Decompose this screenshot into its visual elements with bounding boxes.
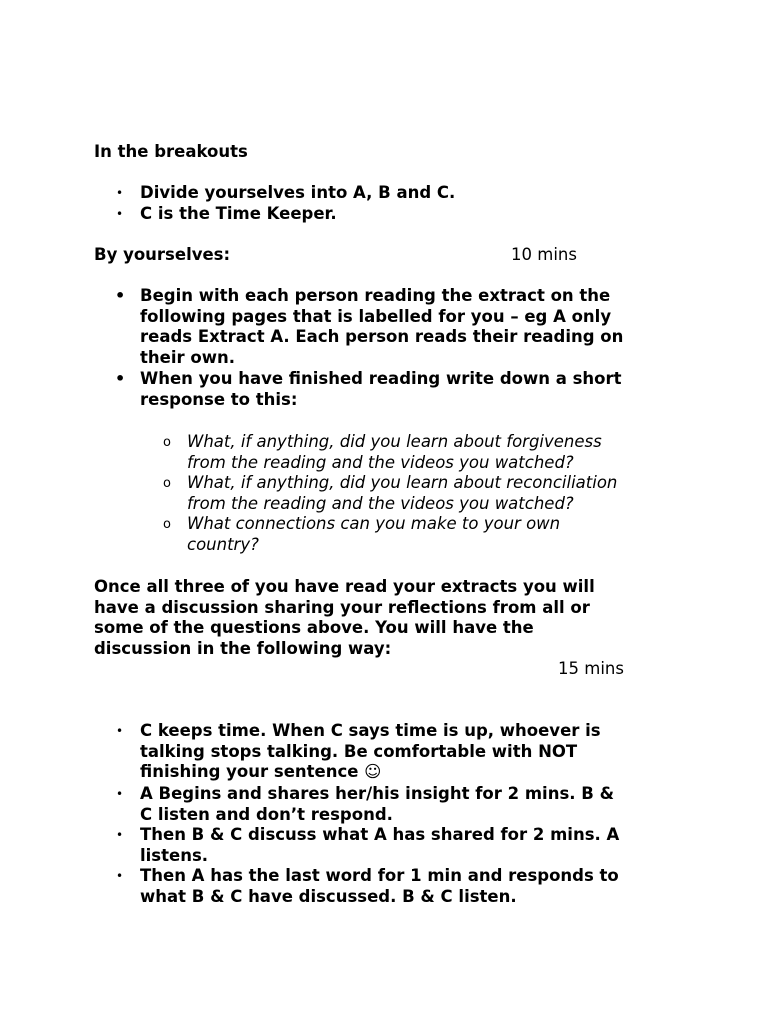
text-line: When you have finished reading write down a short: [140, 369, 622, 388]
text-line: What connections can you make to your own: [187, 514, 561, 533]
circle-bullet-icon: o: [163, 435, 171, 450]
discussion-time: 15 mins: [558, 659, 624, 678]
bullet-icon: •: [116, 207, 124, 221]
text-line: C keeps time. When C says time is up, whoever is: [140, 721, 601, 740]
text-line: Then B & C discuss what A has shared for 2 mins. A: [140, 825, 620, 844]
text-line: some of the questions above. You will have the: [94, 618, 534, 638]
text-line: response to this:: [140, 389, 298, 409]
text-line: have a discussion sharing your reflections from all or: [94, 597, 590, 617]
text-line: What, if anything, did you learn about reconciliation: [187, 473, 618, 492]
solo-item-1: [140, 286, 623, 368]
circle-bullet-icon: o: [163, 476, 171, 491]
question-2: [187, 473, 617, 514]
text-line: from the reading and the videos you watched?: [187, 452, 574, 472]
bullet-icon: •: [115, 369, 126, 388]
bullet-icon: •: [115, 286, 126, 305]
bullet-icon: •: [116, 869, 124, 883]
text-line: listens.: [140, 845, 209, 865]
text-line: what B & C have discussed. B & C listen.: [140, 886, 517, 906]
text-line: their own.: [140, 347, 235, 367]
text-line: Then A has the last word for 1 min and responds to: [140, 866, 619, 885]
discussion-item-1: [140, 721, 601, 783]
circle-bullet-icon: o: [163, 517, 171, 532]
bullet-icon: •: [116, 724, 124, 738]
text-line: talking stops talking. Be comfortable with NOT: [140, 741, 578, 761]
text-line: reads Extract A. Each person reads their reading on: [140, 327, 624, 347]
text-line: following pages that is labelled for you – eg A only: [140, 306, 612, 326]
text-line: finishing your sentence ☺: [140, 762, 382, 782]
discussion-item-4: [140, 866, 619, 907]
bullet-icon: •: [116, 828, 124, 842]
discussion-item-2: [140, 784, 614, 825]
intro-item-1: Divide yourselves into A, B and C.: [140, 183, 456, 202]
solo-item-2: [140, 369, 622, 410]
text-line: from the reading and the videos you watched?: [187, 493, 574, 513]
solo-label: By yourselves:: [94, 245, 231, 264]
section-heading: In the breakouts: [94, 142, 248, 161]
text-line: What, if anything, did you learn about forgiveness: [187, 432, 602, 451]
text-line: discussion in the following way:: [94, 638, 392, 658]
question-1: [187, 432, 602, 473]
bullet-icon: •: [116, 186, 124, 200]
question-3: [187, 514, 560, 555]
text-line: country?: [187, 534, 259, 554]
text-line: A Begins and shares her/his insight for 2 mins. B &: [140, 784, 614, 803]
discussion-paragraph: [94, 577, 595, 659]
bullet-icon: •: [116, 787, 124, 801]
intro-item-2: C is the Time Keeper.: [140, 204, 337, 223]
discussion-item-3: [140, 825, 619, 866]
solo-time: 10 mins: [511, 245, 577, 264]
text-line: Begin with each person reading the extract on the: [140, 286, 611, 305]
text-line: C listen and don’t respond.: [140, 804, 393, 824]
text-line: Once all three of you have read your extracts you will: [94, 577, 595, 596]
